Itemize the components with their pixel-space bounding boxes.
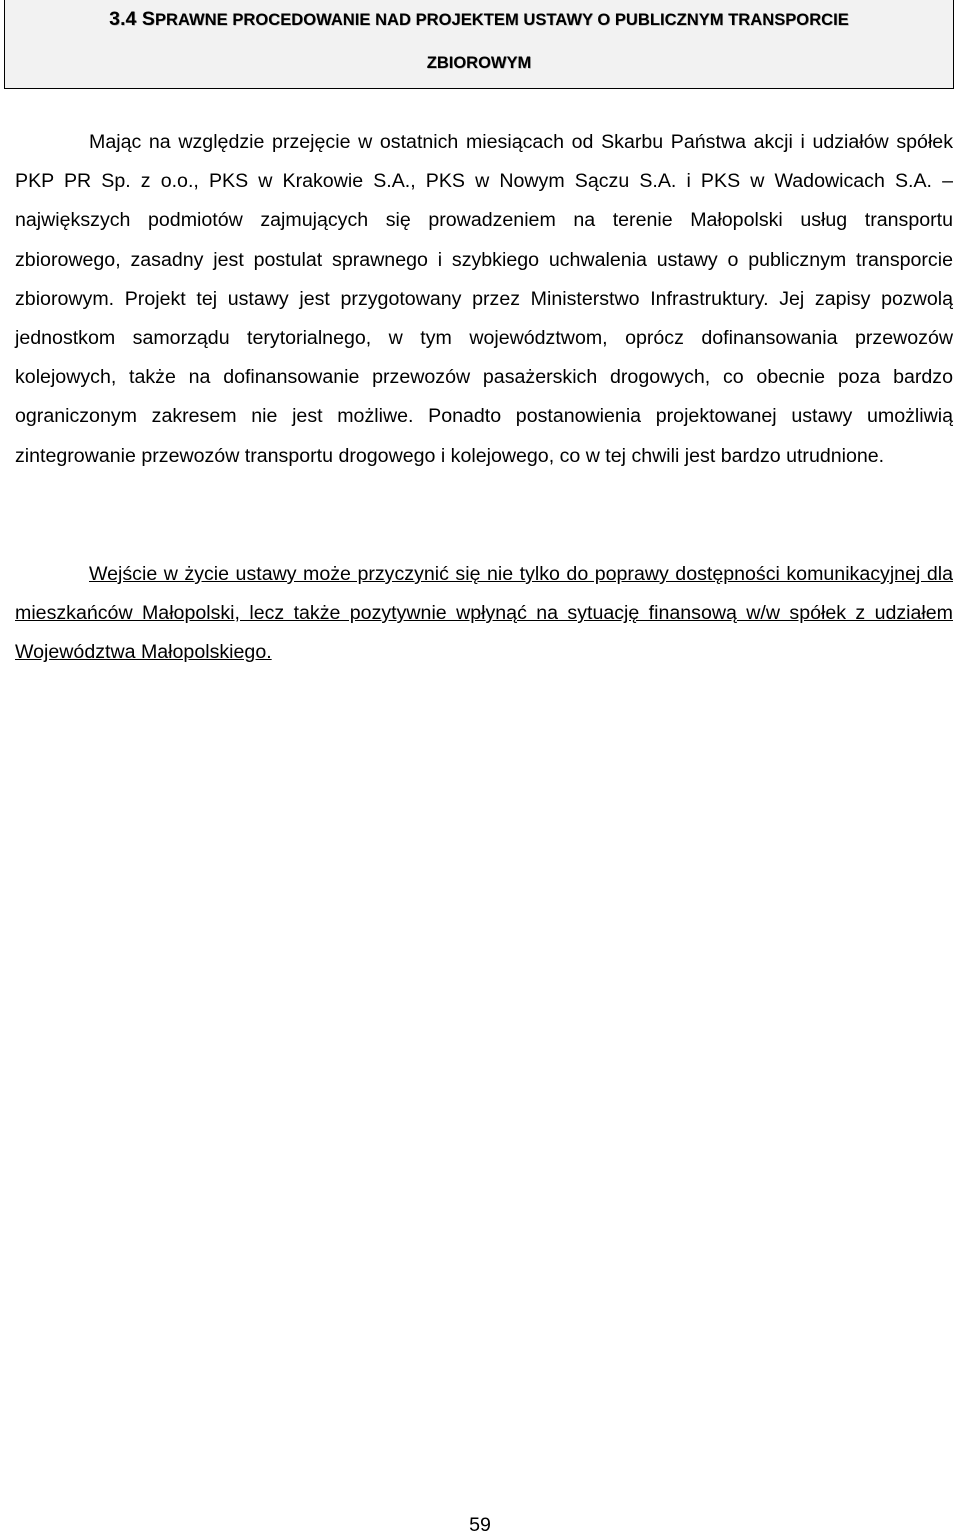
section-heading-box bbox=[4, 0, 954, 89]
section-heading-rest: PRAWNE PROCEDOWANIE NAD PROJEKTEM USTAWY O PUBLICZNYM TRANSPORCIE bbox=[154, 11, 849, 29]
page-number: 59 bbox=[469, 1514, 491, 1536]
section-heading-initial: S bbox=[141, 8, 155, 30]
section-heading-number: 3.4 bbox=[109, 8, 142, 30]
section-heading-line-2: ZBIOROWYM bbox=[426, 54, 532, 72]
paragraph-1: Mając na względzie przejęcie w ostatnich miesiącach od Skarbu Państwa akcji i udziałów spółek PKP PR Sp. z o.o., PKS w Krakowie S.A., PKS w Nowym Sączu S.A. i PKS w Wadowicach S.A. – największych podmiotów zajmujących się prowadzeniem na terenie Małopolski usług transportu zbiorowego, zasadny jest postulat sprawnego i szybkiego uchwalenia ustawy o publicznym transporcie zbiorowym. Projekt tej ustawy jest przygotowany przez Ministerstwo Infrastruktury. Jej zapisy pozwolą jednostkom samorządu terytorialnego, w tym województwom, oprócz dofinansowania przewozów kolejowych, także na dofinansowanie przewozów pasażerskich drogowych, co obecnie poza bardzo ograniczonym zakresem nie jest możliwe. Ponadto postanowienia projektowanej ustawy umożliwią zintegrowanie przewozów transportu drogowego i kolejowego, co w tej chwili jest bardzo utrudnione. bbox=[15, 131, 953, 467]
paragraph-2-underlined: Wejście w życie ustawy może przyczynić się nie tylko do poprawy dostępności komunikacyjnej dla mieszkańców Małopolski, lecz także pozytywnie wpłynąć na sytuację finansową w/w spółek z udziałem Województwa Małopolskiego. bbox=[15, 563, 953, 664]
section-heading-line-1 bbox=[5, 6, 953, 33]
